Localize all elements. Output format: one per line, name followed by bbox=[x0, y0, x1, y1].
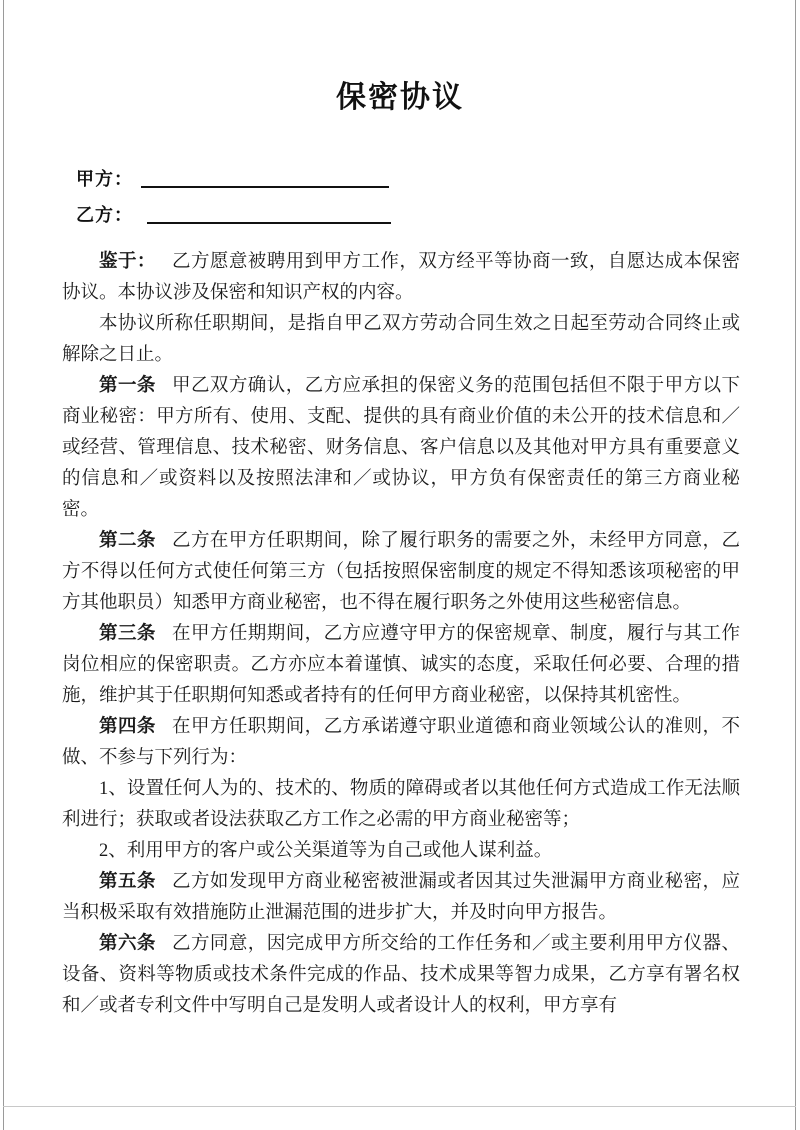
party-b-label: 乙方： bbox=[76, 205, 133, 226]
paragraph-text: 乙方在甲方任职期间，除了履行职务的需要之外，未经甲方同意，乙方不得以任何方式使任何第三方（包括按照保密制度的规定不得知悉该项秘密的甲方其他职员）知悉甲方商业秘密，也不得在履行职务之外使用这些秘密信息。 bbox=[62, 531, 740, 613]
paragraph-text: 1、设置任何人为的、技术的、物质的障碍或者以其他任何方式造成工作无法顺利进行；获取或者设法获取乙方工作之必需的甲方商业秘密等； bbox=[62, 779, 740, 830]
paragraph-article-2 bbox=[62, 526, 740, 619]
paragraph-text: 乙方愿意被聘用到甲方工作，双方经平等协商一致，自愿达成本保密协议。本协议涉及保密和知识产权的内容。 bbox=[62, 252, 740, 303]
paragraph-text: 乙方如发现甲方商业秘密被泄漏或者因其过失泄漏甲方商业秘密，应当积极采取有效措施防止泄漏范围的进步扩大，并及时向甲方报告。 bbox=[62, 872, 740, 923]
page-border-bottom bbox=[3, 1106, 796, 1107]
page-border-right bbox=[795, 0, 796, 1130]
paragraph-lead: 第一条 bbox=[99, 376, 156, 396]
paragraph-lead: 鉴于： bbox=[99, 252, 156, 272]
paragraph-definition bbox=[62, 309, 740, 371]
paragraph-text: 本协议所称任职期间，是指自甲乙双方劳动合同生效之日起至劳动合同终止或解除之日止。 bbox=[62, 314, 740, 365]
paragraph-article-3 bbox=[62, 619, 740, 712]
paragraph-lead: 第五条 bbox=[99, 872, 156, 892]
paragraph-article-1 bbox=[62, 371, 740, 526]
paragraph-text: 2、利用甲方的客户或公关渠道等为自己或他人谋利益。 bbox=[99, 841, 553, 861]
paragraph-lead: 第二条 bbox=[99, 531, 156, 551]
document-body bbox=[62, 247, 740, 1022]
party-row-second bbox=[76, 196, 726, 227]
paragraph-lead: 第三条 bbox=[99, 624, 156, 644]
page-border-left bbox=[3, 0, 4, 1130]
paragraph-lead: 第六条 bbox=[99, 934, 156, 954]
paragraph-article-4-item-2 bbox=[62, 836, 740, 867]
paragraph-preamble bbox=[62, 247, 740, 309]
paragraph-article-6 bbox=[62, 929, 740, 1022]
party-a-label: 甲方： bbox=[76, 169, 133, 190]
paragraph-lead: 第四条 bbox=[99, 717, 156, 737]
party-b-fill-line[interactable] bbox=[147, 222, 391, 224]
paragraph-text: 甲乙双方确认，乙方应承担的保密义务的范围包括但不限于甲方以下商业秘密：甲方所有、使用、支配、提供的具有商业价值的未公开的技术信息和／或经营、管理信息、技术秘密、财务信息、客户信息以及其他对甲方具有重要意义的信息和／或资料以及按照法津和／或协议，甲方负有保密责任的第三方商业秘密。 bbox=[62, 376, 740, 520]
parties-block bbox=[76, 160, 726, 232]
page-title: 保密协议 bbox=[336, 80, 464, 115]
paragraph-article-4-item-1 bbox=[62, 774, 740, 836]
paragraph-text: 在甲方任职期间，乙方承诺遵守职业道德和商业领域公认的准则，不做、不参与下列行为： bbox=[62, 717, 740, 768]
party-row-first bbox=[76, 160, 726, 191]
paragraph-text: 乙方同意，因完成甲方所交给的工作任务和／或主要利用甲方仪器、设备、资料等物质或技术条件完成的作品、技术成果等智力成果，乙方享有署名权和／或者专利文件中写明自己是发明人或者设计人的权利，甲方享有 bbox=[62, 934, 740, 1016]
party-a-fill-line[interactable] bbox=[141, 186, 389, 188]
paragraph-article-4 bbox=[62, 712, 740, 774]
paragraph-article-5 bbox=[62, 867, 740, 929]
paragraph-text: 在甲方任期期间，乙方应遵守甲方的保密规章、制度，履行与其工作岗位相应的保密职责。乙方亦应本着谨慎、诚实的态度，采取任何必要、合理的措施，维护其于任职期何知悉或者持有的任何甲方商业秘密，以保持其机密性。 bbox=[62, 624, 740, 706]
